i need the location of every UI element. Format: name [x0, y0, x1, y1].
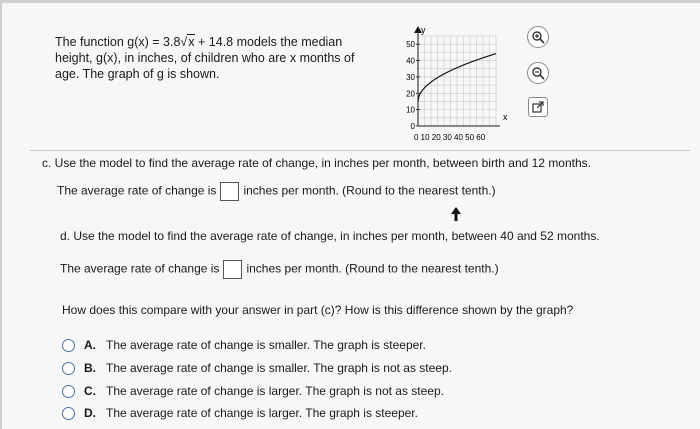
part-d-answer-suffix: inches per month. (Round to the nearest tenth.): [246, 261, 499, 276]
problem-text-before: The function g(x) = 3.8: [55, 35, 181, 49]
y-tick-label: 20: [406, 89, 415, 99]
option-d-letter: D.: [84, 406, 96, 420]
y-axis-label: y: [421, 25, 426, 35]
graph-grid: [418, 36, 496, 126]
zoom-out-button[interactable]: [527, 62, 549, 84]
part-c-answer-input[interactable]: [220, 182, 239, 201]
expand-graph-button[interactable]: [528, 97, 548, 117]
option-d-text: The average rate of change is larger. The graph is steeper.: [106, 406, 418, 420]
option-b-text: The average rate of change is smaller. The graph is not as steep.: [106, 361, 452, 375]
zoom-in-button[interactable]: [527, 26, 549, 48]
option-a-text: The average rate of change is smaller. The graph is steeper.: [106, 338, 426, 352]
part-c-answer-prefix: The average rate of change is: [57, 183, 217, 198]
problem-line-3: age. The graph of g is shown.: [55, 67, 220, 81]
problem-statement: [55, 34, 385, 82]
option-b-letter: B.: [84, 361, 96, 375]
option-a[interactable]: [62, 338, 426, 352]
problem-line-2: height, g(x), in inches, of children who are x months of: [55, 51, 355, 65]
problem-text-after: + 14.8 models the median: [194, 35, 343, 49]
option-b[interactable]: [62, 361, 452, 375]
part-c-answer-suffix: inches per month. (Round to the nearest tenth.): [243, 183, 496, 198]
part-d-answer-row: [60, 260, 499, 279]
left-border: [0, 0, 2, 429]
part-d-answer-input[interactable]: [223, 260, 242, 279]
option-c-letter: C.: [84, 384, 96, 398]
part-c-answer-row: [57, 182, 496, 201]
option-a-letter: A.: [84, 338, 96, 352]
option-c-text: The average rate of change is larger. The graph is not as steep.: [106, 384, 444, 398]
x-axis-label: x: [503, 112, 508, 122]
option-d[interactable]: [62, 406, 418, 420]
y-tick-label: 10: [406, 105, 415, 115]
part-d-answer-prefix: The average rate of change is: [60, 261, 220, 276]
y-tick-label: 0: [410, 122, 415, 131]
option-c-radio[interactable]: [62, 385, 75, 398]
y-tick-label: 50: [406, 40, 415, 50]
zoom-in-icon: [531, 30, 545, 44]
option-a-radio[interactable]: [62, 339, 75, 352]
part-d-question: d. Use the model to find the average rate of change, in inches per month, between 40 and 52 months.: [60, 229, 600, 243]
radicand: x: [188, 35, 195, 49]
compare-question: How does this compare with your answer in part (c)? How is this difference shown by the graph?: [62, 303, 574, 317]
x-tick-labels: 0 10 20 30 40 50 60: [414, 133, 486, 142]
option-b-radio[interactable]: [62, 362, 75, 375]
option-c[interactable]: [62, 384, 444, 398]
problem-line-1: [55, 34, 385, 50]
zoom-out-icon: [531, 66, 545, 80]
function-graph[interactable]: [388, 20, 528, 150]
y-tick-label: 40: [406, 56, 415, 66]
section-divider: [30, 150, 690, 151]
expand-icon: [532, 101, 544, 113]
y-tick-label: 30: [406, 72, 415, 82]
option-d-radio[interactable]: [62, 407, 75, 420]
part-c-question: c. Use the model to find the average rate of change, in inches per month, between birth and 12 months.: [42, 156, 591, 170]
mouse-cursor-icon: [450, 206, 462, 222]
radical-sign: √: [180, 35, 188, 49]
top-border: [0, 0, 700, 3]
